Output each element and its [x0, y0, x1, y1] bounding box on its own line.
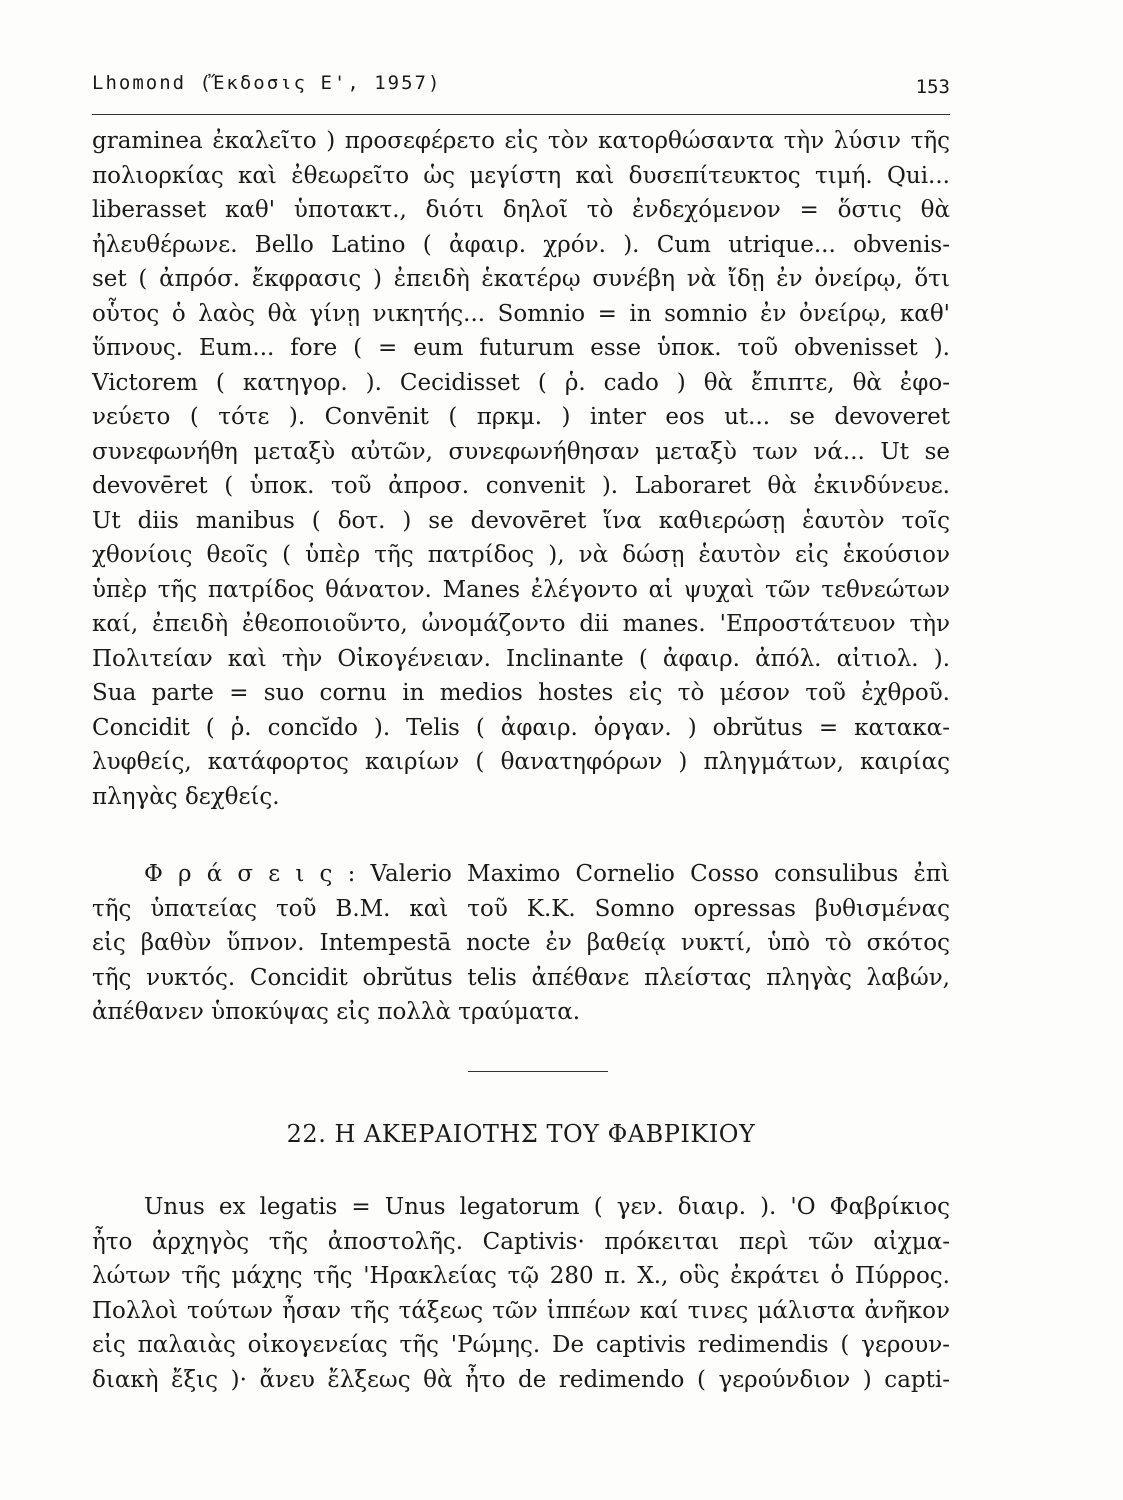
commentary-paragraph — [92, 124, 950, 814]
text-line: εἰς παλαιὰς οἰκογενείας τῆς 'Ρώμης. De captivis redimendis ( γερουν- — [92, 1332, 950, 1358]
text-line: συνεφωνήθη μεταξὺ αὐτῶν, συνεφωνήθησαν μεταξὺ των νά... Ut se — [92, 438, 950, 465]
running-header — [92, 72, 950, 98]
text-line: νεύετο ( τότε ). Convēnit ( πρκμ. ) inter eos ut... se devoveret — [92, 404, 950, 430]
text-line: διακὴ ἔξις )· ἄνευ ἔλξεως θὰ ἦτο de redimendo ( γερούνδιον ) capti- — [92, 1366, 950, 1393]
text-line: set ( ἀπρόσ. ἔκφρασις ) ἐπειδὴ ἑκατέρῳ συνέβη νὰ ἴδῃ ἐν ὀνείρῳ, ὅτι — [92, 266, 950, 292]
text-line: ἠλευθέρωνε. Bello Latino ( ἀφαιρ. χρόν. ). Cum utrique... obvenis- — [92, 231, 950, 258]
page-number: 153 — [915, 76, 950, 98]
text-line: graminea ἐκαλεῖτο ) προσεφέρετο εἰς τὸν κατορθώσαντα τὴν λύσιν τῆς — [92, 128, 950, 154]
text-line: ὕπνους. Eum... fore ( = eum futurum esse ὑποκ. τοῦ obvenisset ). — [92, 335, 950, 361]
text-line: Ut diis manibus ( δοτ. ) se devovēret ἵνα καθιερώσῃ ἑαυτὸν τοῖς — [92, 507, 950, 534]
text-line: Sua parte = suo cornu in medios hostes εἰς τὸ μέσον τοῦ ἐχθροῦ. — [92, 680, 950, 706]
section-divider — [468, 1071, 608, 1072]
section-paragraph — [92, 1190, 950, 1397]
text-line: Unus ex legatis = Unus legatorum ( γεν. διαιρ. ). 'Ο Φαβρίκιος — [144, 1194, 950, 1220]
text-line: ἦτο ἀρχηγὸς τῆς ἀποστολῆς. Captivis· πρόκειται περὶ τῶν αἰχμα- — [92, 1228, 950, 1255]
text-line: χθονίοις θεοῖς ( ὑπὲρ τῆς πατρίδος ), νὰ δώσῃ ἑαυτὸν εἰς ἑκούσιον — [92, 542, 950, 568]
text-line: λώτων τῆς μάχης τῆς 'Ηρακλείας τῷ 280 π. Χ., οὓς ἐκράτει ὁ Πύρρος. — [92, 1263, 950, 1289]
text-line: εἰς βαθὺν ὕπνον. Intempestā nocte ἐν βαθείᾳ νυκτί, ὑπὸ τὸ σκότος — [92, 930, 950, 956]
header-rule — [92, 114, 950, 115]
text-line: Concidit ( ῥ. concĭdo ). Telis ( ἀφαιρ. ὀργαν. ) obrŭtus = κατακα- — [92, 714, 950, 741]
text-line: λυφθείς, κατάφορτος καιρίων ( θανατηφόρων ) πληγμάτων, καιρίας — [92, 749, 950, 775]
text-line: Φ ρ ά σ ε ι ς : Valerio Maximo Cornelio Cosso consulibus ἐπὶ — [144, 861, 950, 887]
text-line: ὑπὲρ τῆς πατρίδος θάνατον. Manes ἐλέγοντο αἱ ψυχαὶ τῶν τεθνεώτων — [92, 576, 950, 603]
text-line: Πολλοὶ τούτων ἦσαν τῆς τάξεως τῶν ἱππέων καί τινες μάλιστα ἀνῆκον — [92, 1297, 950, 1324]
text-line: καί, ἐπειδὴ ἐθεοποιοῦντο, ὠνομάζοντο dii manes. 'Επροστάτευον τὴν — [92, 611, 950, 637]
text-line: Πολιτείαν καὶ τὴν Οἰκογένειαν. Inclinante ( ἀφαιρ. ἀπόλ. αἰτιολ. ). — [92, 645, 950, 672]
text-line: Victorem ( κατηγορ. ). Cecidisset ( ῥ. cado ) θὰ ἔπιπτε, θὰ ἐφο- — [92, 369, 950, 396]
text-line: οὗτος ὁ λαὸς θὰ γίνῃ νικητής... Somnio = in somnio ἐν ὀνείρῳ, καθ' — [92, 300, 950, 327]
phrases-paragraph — [92, 857, 950, 1030]
text-line: liberasset καθ' ὑποτακτ., διότι δηλοῖ τὸ ἐνδεχόμενον = ὅστις θὰ — [92, 197, 950, 223]
text-line: τῆς ὑπατείας τοῦ Β.Μ. καὶ τοῦ Κ.Κ. Somno opressas βυθισμένας — [92, 895, 950, 922]
text-line: ἀπέθανεν ὑποκύψας εἰς πολλὰ τραύματα. — [92, 999, 581, 1025]
text-line: τῆς νυκτός. Concidit obrŭtus telis ἀπέθανε πλείστας πληγὰς λαβών, — [92, 964, 950, 991]
text-line: devovēret ( ὑποκ. τοῦ ἀπροσ. convenit ). Laboraret θὰ ἐκινδύνευε. — [92, 473, 950, 499]
section-title: 22. Η ΑΚΕΡΑΙΟΤΗΣ ΤΟΥ ΦΑΒΡΙΚΙΟΥ — [286, 1120, 756, 1148]
text-line: πληγὰς δεχθείς. — [92, 783, 280, 810]
text-line: πολιορκίας καὶ ἐθεωρεῖτο ὡς μεγίστη καὶ δυσεπίτευκτος τιμή. Qui... — [92, 162, 950, 189]
running-title: Lhomond (Ἔκδοσις Ε', 1957) — [92, 72, 442, 94]
